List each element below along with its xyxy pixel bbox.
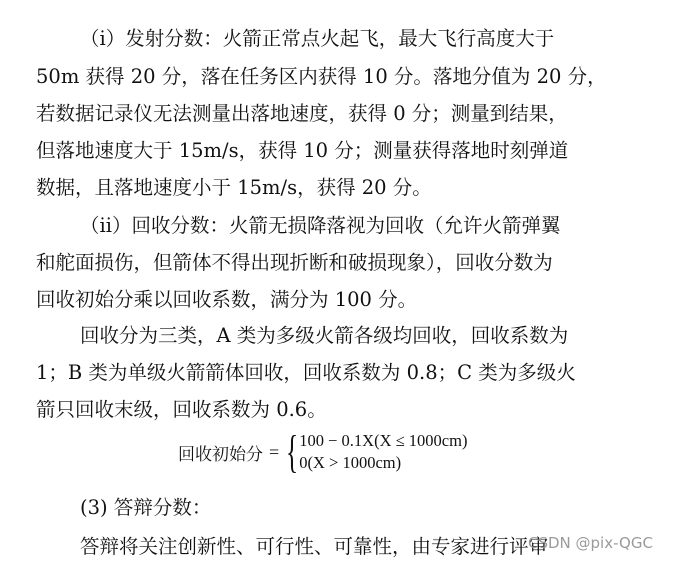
launch-score-line-4: 但落地速度大于 15m/s，获得 10 分；测量获得落地时刻弹道 xyxy=(36,139,569,162)
launch-score-line-2: 50m 获得 20 分，落在任务区内获得 10 分。落地分值为 20 分， xyxy=(36,65,607,88)
defense-score-heading: (3) 答辩分数： xyxy=(80,496,212,519)
recovery-category-line-3: 箭只回收末级，回收系数为 0.6。 xyxy=(36,398,327,421)
formula-case-2: 0(X > 1000cm) xyxy=(299,453,402,472)
formula-cases xyxy=(299,430,467,474)
recovery-category-line-1: 回收分为三类，A 类为多级火箭各级均回收，回收系数为 xyxy=(80,324,569,347)
recovery-category-line-2: 1；B 类为单级火箭箭体回收，回收系数为 0.8；C 类为多级火 xyxy=(36,361,576,384)
formula-case-1: 100 − 0.1X(X ≤ 1000cm) xyxy=(299,431,468,450)
recovery-score-line-1: （ii）回收分数：火箭无损降落视为回收（允许火箭弹翼 xyxy=(80,214,561,237)
launch-score-line-1: （i）发射分数：火箭正常点火起飞，最大飞行高度大于 xyxy=(80,27,555,50)
recovery-initial-score-formula xyxy=(178,428,467,476)
recovery-score-line-3: 回收初始分乘以回收系数，满分为 100 分。 xyxy=(36,288,418,311)
formula-equals: = xyxy=(269,441,280,462)
defense-score-text: 答辩将关注创新性、可行性、可靠性，由专家进行评审 xyxy=(80,535,549,558)
formula-lhs: 回收初始分 xyxy=(178,444,263,465)
formula-brace: { xyxy=(286,426,299,477)
csdn-watermark: CSDN @pix-QGC xyxy=(528,534,653,552)
launch-score-line-3: 若数据记录仪无法测量出落地速度，获得 0 分；测量到结果， xyxy=(36,102,568,125)
launch-score-line-5: 数据，且落地速度小于 15m/s，获得 20 分。 xyxy=(36,176,432,199)
recovery-score-line-2: 和舵面损伤，但箭体不得出现折断和破损现象），回收分数为 xyxy=(36,251,553,274)
